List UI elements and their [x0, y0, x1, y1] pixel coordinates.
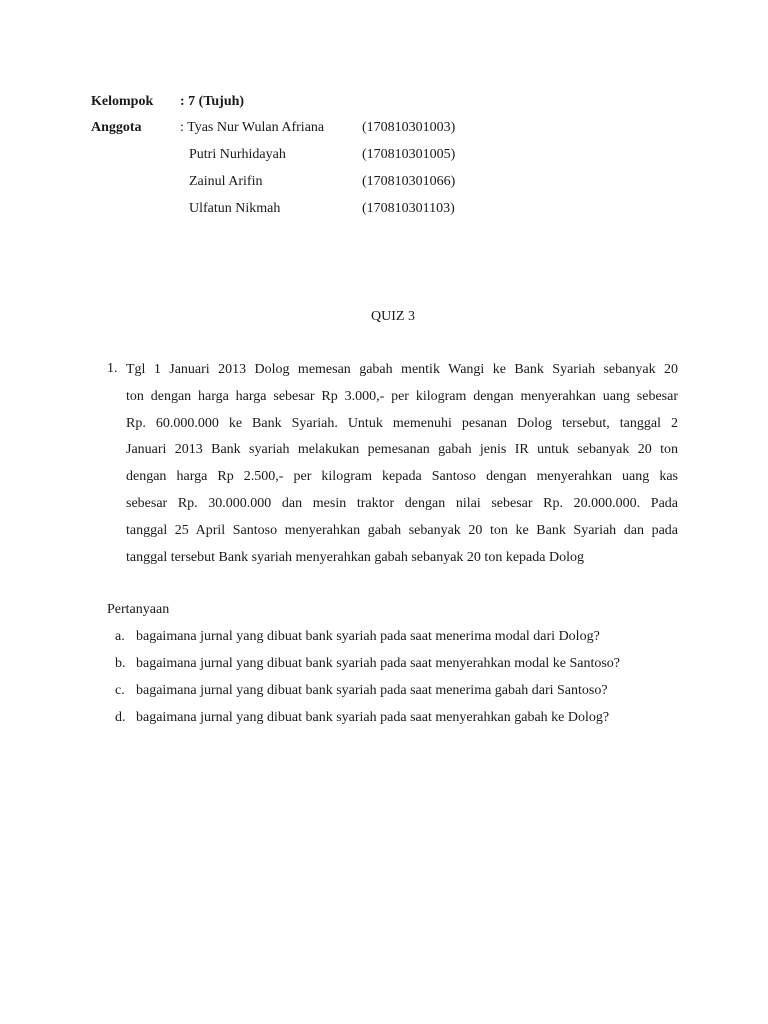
member-nim: (170810301003)	[362, 120, 456, 135]
member-name: Ulfatun Nikmah	[189, 201, 281, 216]
quiz-title: QUIZ 3	[371, 309, 415, 324]
member-nim: (170810301005)	[362, 147, 456, 162]
member-nim: (170810301066)	[362, 174, 456, 189]
list-item: bagaimana jurnal yang dibuat bank syariah pada saat menerima gabah dari Santoso?	[136, 683, 608, 698]
question-line: Tgl 1 Januari 2013 Dolog memesan gabah mentik Wangi ke Bank Syariah sebanyak 20	[126, 362, 678, 377]
member-name: Zainul Arifin	[189, 174, 263, 189]
member-nim: (170810301103)	[362, 201, 455, 216]
question-line: dengan harga Rp 2.500,- per kilogram kepada Santoso dengan menyerahkan uang kas	[126, 469, 678, 484]
list-item-letter: b.	[115, 656, 126, 671]
pertanyaan-heading: Pertanyaan	[107, 602, 170, 617]
question-line: Januari 2013 Bank syariah melakukan pemesanan gabah jenis IR untuk sebanyak 20 ton	[126, 442, 678, 457]
question-number: 1.	[107, 361, 118, 376]
kelompok-label: Kelompok	[91, 94, 154, 109]
member-name: Putri Nurhidayah	[189, 147, 286, 162]
list-item-letter: c.	[115, 683, 125, 698]
anggota-label: Anggota	[91, 120, 142, 135]
list-item: bagaimana jurnal yang dibuat bank syariah pada saat menyerahkan modal ke Santoso?	[136, 656, 620, 671]
question-line: tanggal 25 April Santoso menyerahkan gabah sebanyak 20 ton ke Bank Syariah dan pada	[126, 523, 678, 538]
list-item: bagaimana jurnal yang dibuat bank syariah pada saat menyerahkan gabah ke Dolog?	[136, 710, 610, 725]
kelompok-value: : 7 (Tujuh)	[180, 94, 245, 109]
member-name: : Tyas Nur Wulan Afriana	[180, 120, 325, 135]
question-line: ton dengan harga harga sebesar Rp 3.000,- per kilogram dengan menyerahkan uang sebesar	[126, 389, 678, 404]
question-line: sebesar Rp. 30.000.000 dan mesin traktor dengan nilai sebesar Rp. 20.000.000. Pada	[126, 496, 678, 511]
list-item: bagaimana jurnal yang dibuat bank syariah pada saat menerima modal dari Dolog?	[136, 629, 600, 644]
question-line: Rp. 60.000.000 ke Bank Syariah. Untuk memenuhi pesanan Dolog tersebut, tanggal 2	[126, 416, 678, 431]
list-item-letter: a.	[115, 629, 125, 644]
list-item-letter: d.	[115, 710, 126, 725]
question-line: tanggal tersebut Bank syariah menyerahkan gabah sebanyak 20 ton kepada Dolog	[126, 550, 584, 565]
